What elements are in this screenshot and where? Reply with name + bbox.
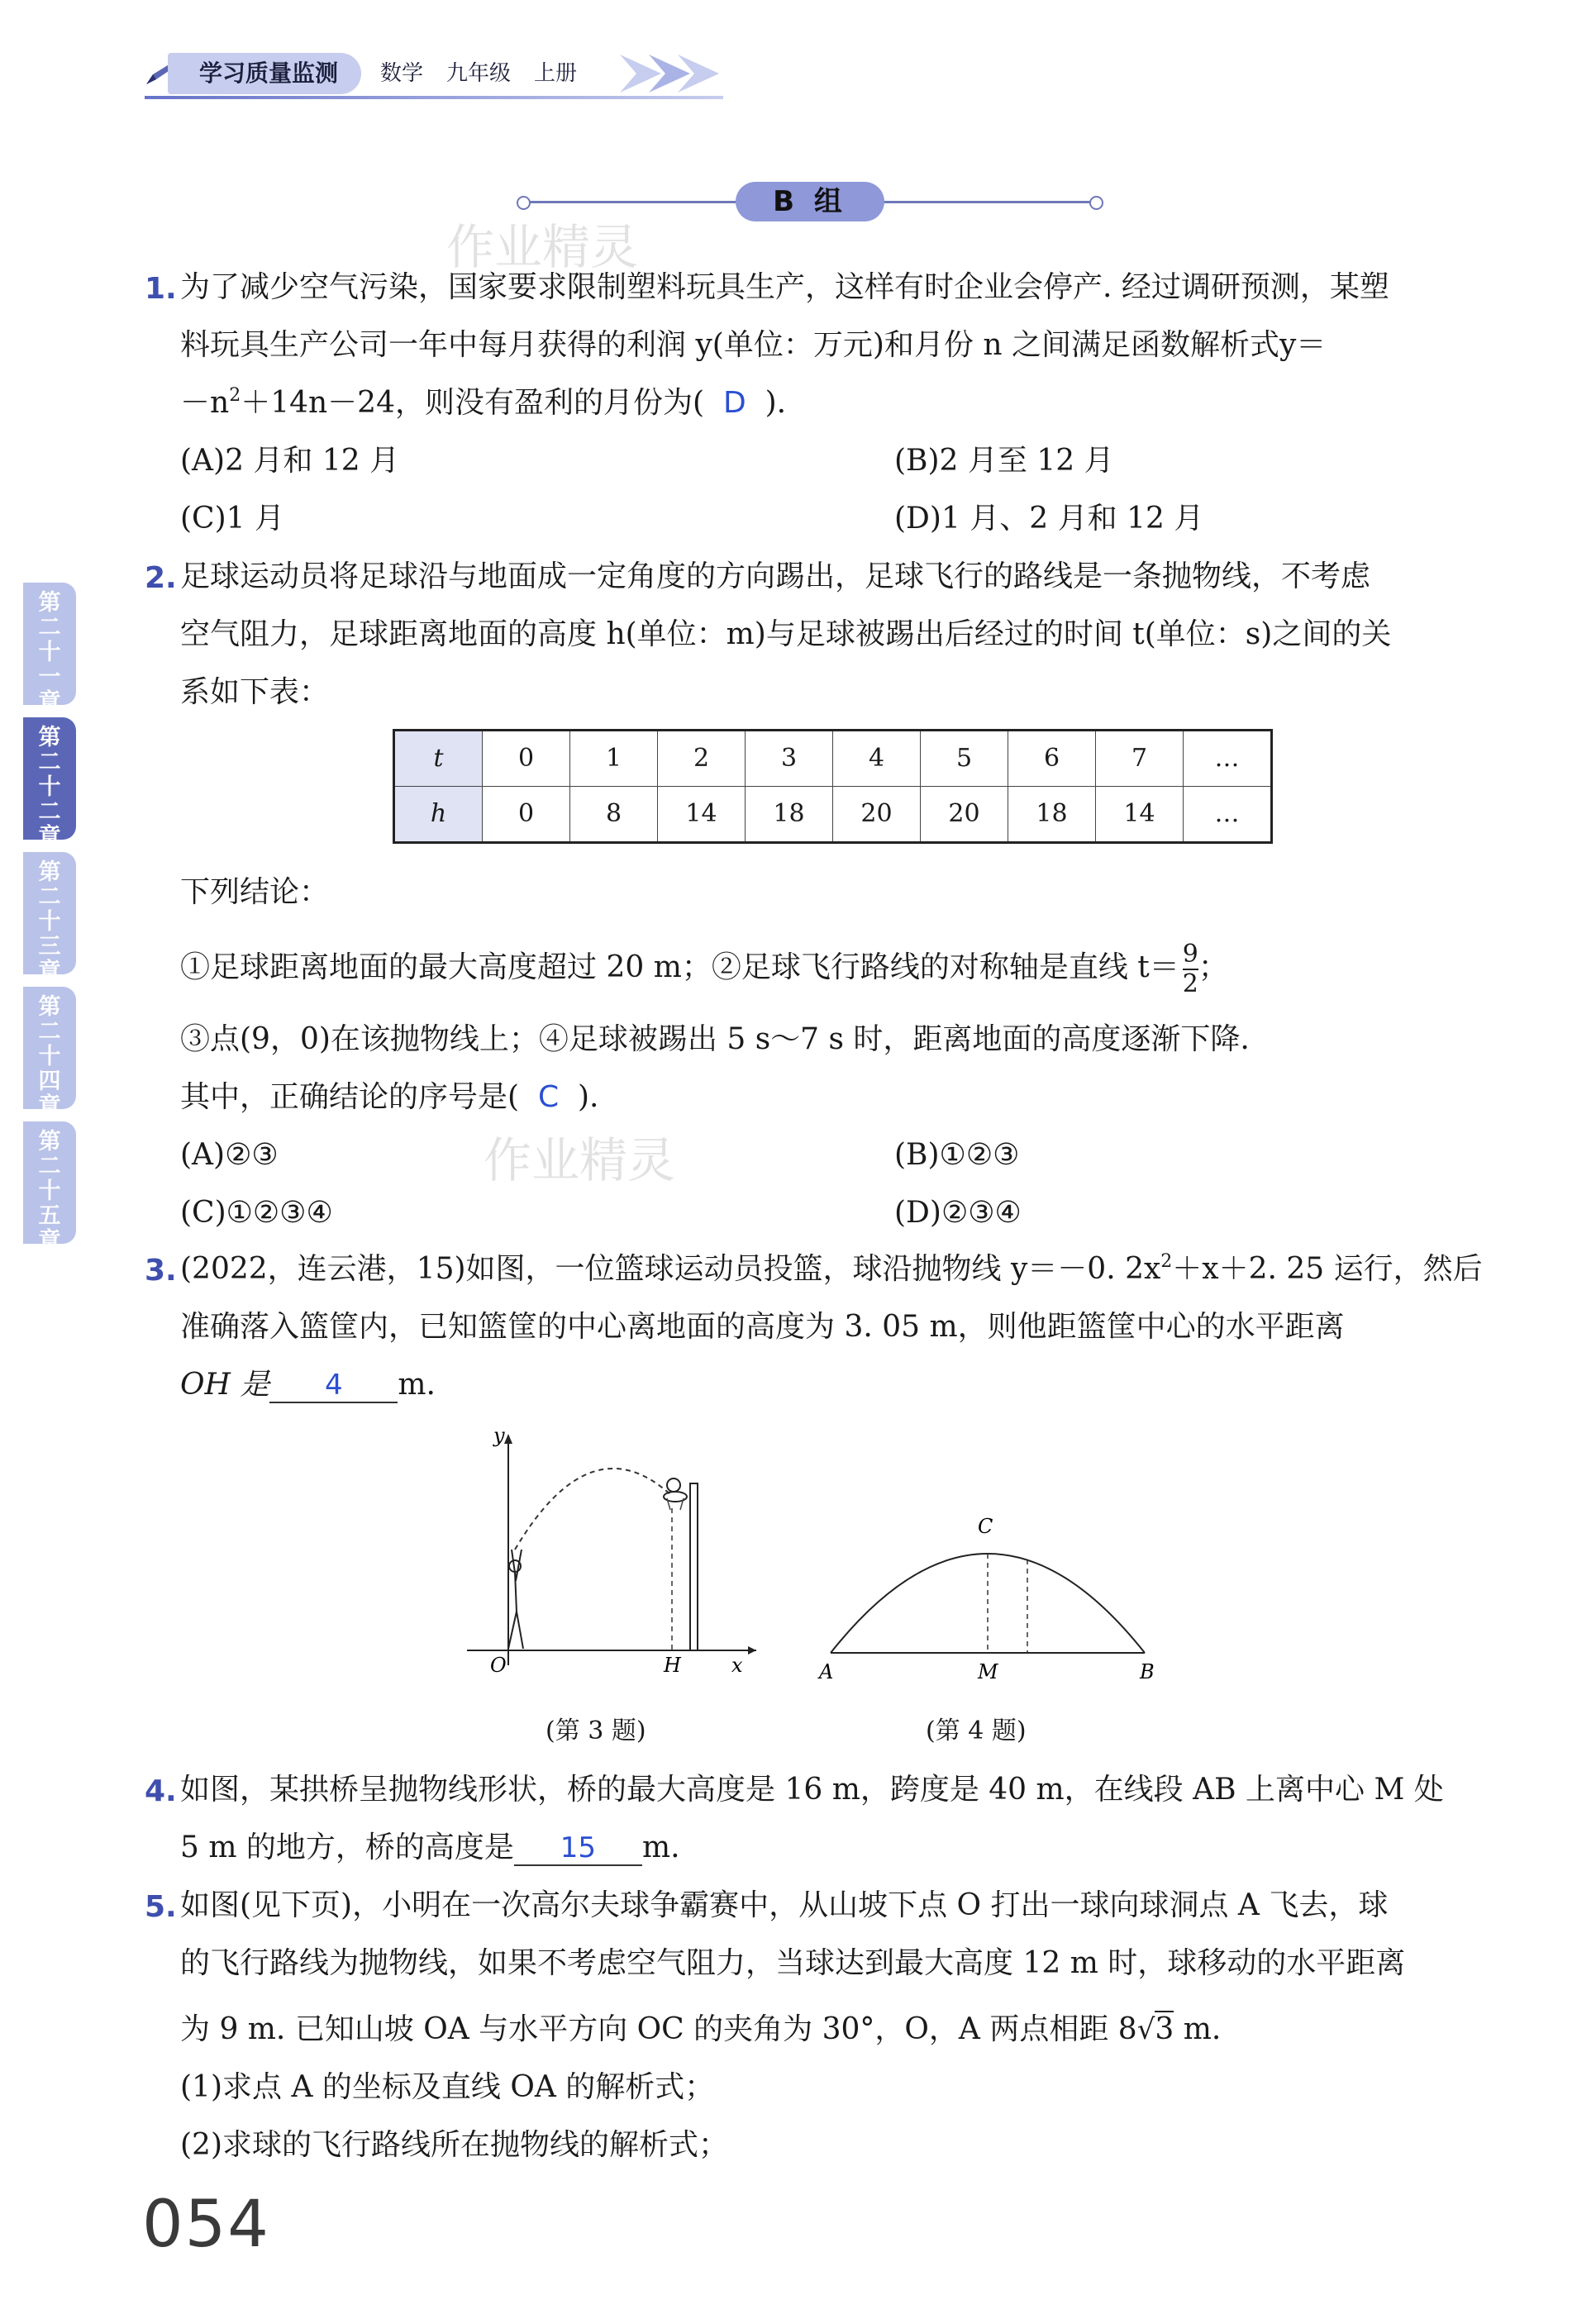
sqrt-radicand: 3 — [1155, 2012, 1174, 2046]
table-cell: 18 — [746, 787, 833, 843]
q4-answer-blank — [514, 1831, 642, 1866]
q4-text: 5 m 的地方，桥的高度是 — [180, 1831, 514, 1864]
q5-text-line — [180, 2007, 1221, 2053]
table-cell: 14 — [1096, 787, 1184, 843]
q1-expr: －n — [180, 386, 230, 420]
q2-text-line: 空气阻力，足球距离地面的高度 h(单位：m)与足球被踢出后经过的时间 t(单位：s)之间的关 — [180, 617, 1392, 651]
sqrt-sign: √ — [1136, 2013, 1155, 2046]
tab-label: 第 二 十 二 章 — [38, 725, 61, 850]
q3-answer: 4 — [325, 1369, 343, 1402]
q5-text-line: 的飞行路线为抛物线，如果不考虑空气阻力，当球达到最大高度 12 m 时，球移动的水平距离 — [180, 1946, 1406, 1980]
table-cell: 2 — [658, 731, 746, 787]
table-cell: 6 — [1008, 731, 1096, 787]
q3-text-line — [180, 1246, 1483, 1293]
q5-text-line: 如图(见下页)，小明在一次高尔夫球争霸赛中，从山坡下点 O 打出一球向球洞点 A 飞去，球 — [180, 1888, 1389, 1922]
hoop-pole — [690, 1483, 698, 1650]
q2-text-line: 足球运动员将足球沿与地面成一定角度的方向踢出，足球飞行的路线是一条抛物线，不考虑 — [180, 559, 1371, 593]
figure-4-caption: (第 4 题) — [926, 1716, 1027, 1745]
tab-chapter-22[interactable] — [23, 717, 76, 850]
q5-part-1: (1)求点 A 的坐标及直线 OA 的解析式； — [180, 2070, 715, 2104]
table-cell: … — [1184, 787, 1272, 843]
fraction — [1183, 940, 1198, 998]
figure-4-arch-bridge — [806, 1492, 1170, 1682]
book-info — [380, 53, 600, 94]
q2-prompt: 其中，正确结论的序号是( — [180, 1080, 520, 1114]
q1-option-d: (D)1 月、2 月和 12 月 — [894, 502, 1204, 536]
q3-text: ＋x＋2. 25 运行，然后 — [1172, 1252, 1483, 1286]
tab-chapter-24[interactable] — [23, 987, 76, 1119]
q2-answer: C — [537, 1080, 560, 1114]
table-cell: 18 — [1008, 787, 1096, 843]
table-cell: 20 — [921, 787, 1008, 843]
q3-text-line: 准确落入篮筐内，已知篮筐的中心离地面的高度为 3. 05 m，则他距篮筐中心的水平距离 — [180, 1310, 1345, 1344]
player-figure — [508, 1550, 523, 1649]
q1-option-c: (C)1 月 — [180, 502, 284, 536]
tab-chapter-23[interactable] — [23, 852, 76, 984]
tab-label: 第 二 十 一 章 — [38, 590, 61, 715]
x-axis-arrow — [748, 1646, 756, 1655]
basketball — [667, 1478, 680, 1492]
fraction-denominator: 2 — [1182, 969, 1198, 998]
label-o: O — [490, 1654, 507, 1674]
table-cell: 4 — [833, 731, 921, 787]
q2-option-d: (D)②③④ — [894, 1196, 1022, 1230]
figure-3-caption: (第 3 题) — [545, 1716, 646, 1745]
page-number: 054 — [142, 2188, 270, 2262]
q1-exponent: 2 — [229, 385, 241, 406]
label-m: M — [978, 1660, 998, 1682]
q3-answer-blank — [269, 1369, 398, 1403]
q5-text: m. — [1174, 2012, 1222, 2046]
q2-text-line: ③点(9，0)在该抛物线上；④足球被踢出 5 s～7 s 时，距离地面的高度逐渐下降. — [180, 1022, 1250, 1056]
table-cell: 14 — [658, 787, 746, 843]
banner-dot-right — [1089, 196, 1103, 210]
table-cell: 8 — [570, 787, 658, 843]
table-row-h — [394, 787, 1272, 843]
tab-label: 第 二 十 四 章 — [38, 994, 61, 1119]
tab-chapter-25[interactable] — [23, 1121, 76, 1254]
table-cell: 7 — [1096, 731, 1184, 787]
ball-trajectory — [515, 1469, 672, 1550]
q1-text-line — [180, 380, 786, 426]
q2-text-line — [180, 940, 1228, 998]
label-x: x — [731, 1654, 743, 1674]
q1-option-a: (A)2 月和 12 月 — [180, 444, 400, 478]
table-cell: 0 — [483, 787, 570, 843]
header-rule — [145, 96, 723, 99]
q2-text-line: 下列结论： — [180, 875, 330, 909]
subject: 数学 — [380, 61, 424, 86]
q1-text-line: 为了减少空气污染，国家要求限制塑料玩具生产，这样有时企业会停产. 经过调研预测，某塑 — [180, 270, 1389, 304]
q1-answer: D — [722, 386, 746, 420]
tab-label: 第 二 十 五 章 — [38, 1129, 61, 1254]
watermark: 作业精灵 — [484, 1132, 676, 1188]
label-h: H — [664, 1654, 681, 1674]
question-number: 4. — [145, 1774, 177, 1808]
y-axis-arrow — [504, 1434, 512, 1444]
q4-answer: 15 — [560, 1831, 597, 1864]
q3-text: m. — [398, 1368, 436, 1402]
q2-text-line: 系如下表： — [180, 675, 330, 709]
table-cell: 1 — [570, 731, 658, 787]
q2-option-b: (B)①②③ — [894, 1138, 1020, 1172]
q2-prompt: ). — [577, 1080, 599, 1114]
group-label: B 组 — [736, 182, 884, 221]
table-header-cell: t — [394, 731, 483, 787]
tab-label: 第 二 十 三 章 — [38, 859, 61, 984]
table-cell: 20 — [833, 787, 921, 843]
label-a: A — [819, 1660, 834, 1682]
q4-text-line: 如图，某拱桥呈抛物线形状，桥的最大高度是 16 m，跨度是 40 m，在线段 AB 上离中心 M 处 — [180, 1773, 1444, 1807]
q1-expr: ). — [765, 386, 787, 420]
q3-exponent: 2 — [1160, 1251, 1173, 1272]
question-number: 3. — [145, 1254, 177, 1288]
q4-text-line — [180, 1825, 680, 1871]
q1-text-line: 料玩具生产公司一年中每月获得的利润 y(单位：万元)和月份 n 之间满足函数解析式y＝ — [180, 328, 1327, 362]
page-header — [145, 48, 740, 99]
tab-chapter-21[interactable] — [23, 583, 76, 715]
q2-option-c: (C)①②③④ — [180, 1196, 333, 1230]
question-number: 5. — [145, 1890, 177, 1924]
table-row-t — [394, 731, 1272, 787]
q2-statement: ； — [1198, 950, 1228, 984]
q5-text: 为 9 m. 已知山坡 OA 与水平方向 OC 的夹角为 30°，O，A 两点相距 8 — [180, 2012, 1137, 2046]
label-b: B — [1140, 1660, 1155, 1682]
q3-text: (2022，连云港，15)如图，一位篮球运动员投篮，球沿抛物线 y＝－0. 2x — [180, 1252, 1161, 1286]
q2-statement: ①足球距离地面的最大高度超过 20 m；②足球飞行路线的对称轴是直线 t＝ — [180, 950, 1179, 984]
question-number: 2. — [145, 561, 177, 595]
banner-dot-left — [517, 196, 531, 210]
label-c: C — [978, 1515, 993, 1538]
q4-text: m. — [641, 1831, 680, 1864]
q3-text-line — [180, 1362, 436, 1408]
figure-3-basketball — [450, 1426, 765, 1674]
q2-data-table — [393, 729, 1273, 844]
table-cell: 5 — [921, 731, 1008, 787]
volume: 上册 — [534, 61, 578, 86]
table-header-cell: h — [394, 787, 483, 843]
series-tag: 学习质量监测 — [168, 53, 361, 94]
watermark: 作业精灵 — [446, 219, 639, 275]
q1-option-b: (B)2 月至 12 月 — [894, 444, 1114, 478]
table-cell: 0 — [483, 731, 570, 787]
label-y: y — [493, 1426, 505, 1447]
fraction-numerator: 9 — [1182, 940, 1198, 969]
table-cell: … — [1184, 731, 1272, 787]
question-number: 1. — [145, 272, 177, 306]
q2-option-a: (A)②③ — [180, 1138, 279, 1172]
q3-text: OH 是 — [180, 1368, 270, 1402]
table-cell: 3 — [746, 731, 833, 787]
q2-text-line — [180, 1074, 598, 1121]
grade: 九年级 — [446, 61, 512, 86]
chevron-arrows-icon — [603, 48, 744, 99]
q5-part-2: (2)求球的飞行路线所在抛物线的解析式； — [180, 2128, 728, 2162]
q1-expr: ＋14n－24，则没有盈利的月份为( — [241, 386, 705, 420]
